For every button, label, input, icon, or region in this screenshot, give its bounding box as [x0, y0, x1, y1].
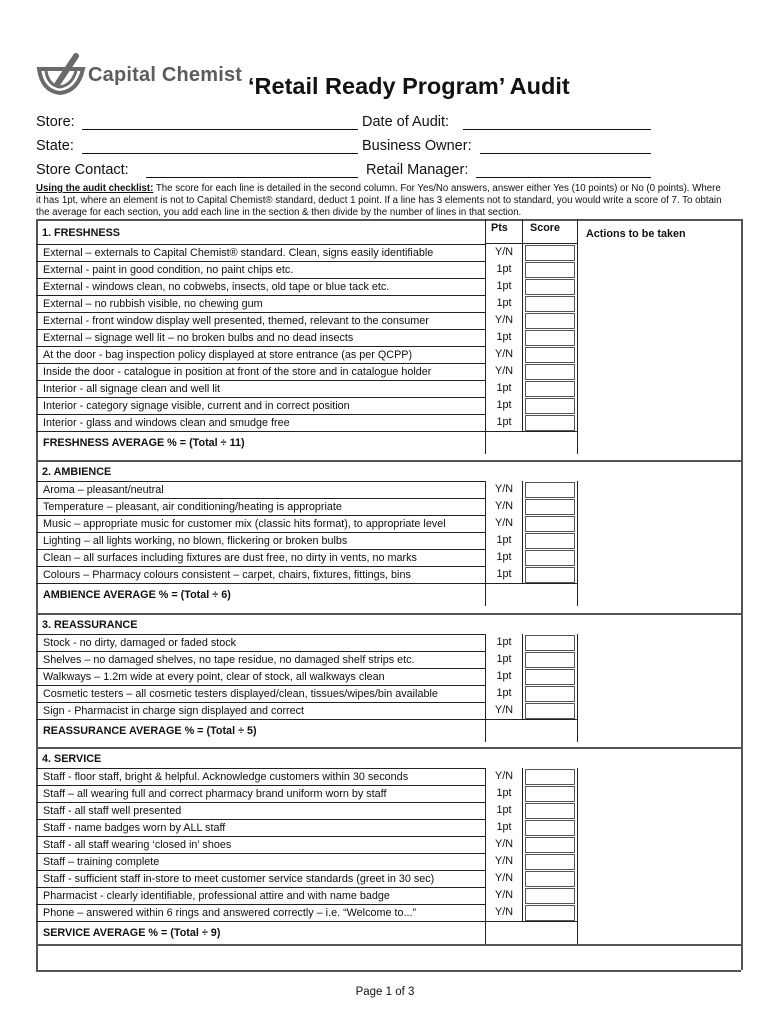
table-row-label: Cosmetic testers – all cosmetic testers displayed/clean, tissues/wipes/bin available — [43, 688, 438, 700]
store-contact-label: Store Contact: — [36, 162, 129, 178]
row-points: 1pt — [496, 687, 512, 699]
row-points: Y/N — [495, 246, 513, 258]
table-row-label: Music – appropriate music for customer mix (classic hits format), to appropriate level — [43, 518, 446, 530]
retail-manager-field[interactable] — [476, 177, 651, 178]
score-input[interactable] — [525, 567, 575, 583]
row-rule — [36, 583, 485, 584]
row-rule — [36, 244, 485, 245]
row-points: Y/N — [495, 348, 513, 360]
score-input[interactable] — [525, 905, 575, 921]
section-average: FRESHNESS AVERAGE % = (Total ÷ 11) — [43, 437, 245, 449]
row-rule — [36, 870, 485, 871]
row-points: Y/N — [495, 838, 513, 850]
table-row-label: External - paint in good condition, no paint chips etc. — [43, 264, 294, 276]
table-top-border — [36, 219, 741, 221]
business-owner-label: Business Owner: — [362, 138, 472, 154]
row-points: Y/N — [495, 314, 513, 326]
row-rule — [36, 515, 485, 516]
business-owner-field[interactable] — [480, 153, 651, 154]
store-contact-field[interactable] — [146, 177, 358, 178]
row-points: 1pt — [496, 382, 512, 394]
table-row-label: At the door - bag inspection policy displayed at store entrance (as per QCPP) — [43, 349, 413, 361]
col-rule-score — [522, 768, 523, 921]
score-header: Score — [530, 222, 561, 234]
row-points: 1pt — [496, 821, 512, 833]
table-row-label: Staff - floor staff, bright & helpful. Acknowledge customers within 30 seconds — [43, 771, 409, 783]
row-points: 1pt — [496, 551, 512, 563]
row-rule — [36, 481, 485, 482]
score-input[interactable] — [525, 313, 575, 329]
section-title: 1. FRESHNESS — [42, 227, 120, 239]
date-of-audit-label: Date of Audit: — [362, 114, 450, 130]
row-rule — [36, 634, 485, 635]
score-input[interactable] — [525, 837, 575, 853]
row-points: 1pt — [496, 787, 512, 799]
table-row-label: Interior - category signage visible, current and in correct position — [43, 400, 350, 412]
table-row-label: Shelves – no damaged shelves, no tape residue, no damaged shelf strips etc. — [43, 654, 415, 666]
section-title: 3. REASSURANCE — [42, 619, 138, 631]
section-average: REASSURANCE AVERAGE % = (Total ÷ 5) — [43, 725, 257, 737]
table-row-label: Clean – all surfaces including fixtures are dust free, no dirty in vents, no marks — [43, 552, 417, 564]
col-rule-actions — [577, 481, 578, 606]
table-row-label: Temperature – pleasant, air conditioning/heating is appropriate — [43, 501, 342, 513]
row-points: Y/N — [495, 770, 513, 782]
col-rule-score — [522, 219, 523, 431]
row-points: Y/N — [495, 872, 513, 884]
row-points: Y/N — [495, 517, 513, 529]
row-points: 1pt — [496, 280, 512, 292]
row-rule — [36, 887, 485, 888]
score-input[interactable] — [525, 296, 575, 312]
table-row-label: Pharmacist - clearly identifiable, professional attire and with name badge — [43, 890, 390, 902]
final-row-divider — [36, 944, 741, 946]
date-of-audit-field[interactable] — [463, 129, 651, 130]
table-row-label: Inside the door - catalogue in position at front of the store and in catalogue holder — [43, 366, 432, 378]
row-points: 1pt — [496, 263, 512, 275]
row-rule — [36, 836, 485, 837]
section-title: 2. AMBIENCE — [42, 466, 112, 478]
table-row-label: Staff – training complete — [43, 856, 160, 868]
row-rule — [485, 921, 577, 922]
instructions-text: The score for each line is detailed in the second column. For Yes/No answers, answer either Yes (10 points) or No (0 points). Where it has 1pt, where an element is not to Capital Chemist® standard, deduct 1 point. If a line has 3 elements not to standard, you would write a score of 7. To obtain the average for each section, you add each line in the section & then divide by the number of lines in that section. — [36, 183, 722, 218]
score-input[interactable] — [525, 686, 575, 702]
table-row-label: Phone – answered within 6 rings and answered correctly – i.e. “Welcome to...” — [43, 907, 417, 919]
score-input[interactable] — [525, 279, 575, 295]
row-rule — [485, 583, 577, 584]
row-points: Y/N — [495, 889, 513, 901]
row-points: 1pt — [496, 399, 512, 411]
score-input[interactable] — [525, 786, 575, 802]
col-rule-actions — [577, 768, 578, 944]
row-points: 1pt — [496, 804, 512, 816]
table-row-label: Walkways – 1.2m wide at every point, clear of stock, all walkways clean — [43, 671, 385, 683]
average-score-input[interactable] — [487, 433, 575, 452]
row-points: 1pt — [496, 670, 512, 682]
table-row-label: External - windows clean, no cobwebs, insects, old tape or blue tack etc. — [43, 281, 390, 293]
score-input[interactable] — [525, 703, 575, 719]
table-row-label: Interior - all signage clean and well lit — [43, 383, 221, 395]
row-points: Y/N — [495, 500, 513, 512]
score-input[interactable] — [525, 516, 575, 532]
row-rule — [36, 904, 485, 905]
row-points: 1pt — [496, 653, 512, 665]
row-rule — [36, 295, 485, 296]
table-row-label: Aroma – pleasant/neutral — [43, 484, 164, 496]
table-row-label: Staff - all staff well presented — [43, 805, 182, 817]
score-input[interactable] — [525, 652, 575, 668]
row-rule — [36, 702, 485, 703]
row-points: 1pt — [496, 534, 512, 546]
col-rule-actions — [577, 634, 578, 742]
table-bottom-border — [36, 970, 741, 972]
pts-header: Pts — [491, 222, 508, 234]
mortar-pestle-icon — [36, 53, 88, 97]
row-points: Y/N — [495, 483, 513, 495]
table-left-border — [36, 219, 38, 970]
score-input[interactable] — [525, 803, 575, 819]
row-rule — [36, 853, 485, 854]
row-rule — [36, 346, 485, 347]
row-points: 1pt — [496, 331, 512, 343]
section-average: SERVICE AVERAGE % = (Total ÷ 9) — [43, 927, 221, 939]
row-rule — [36, 566, 485, 567]
row-points: 1pt — [496, 568, 512, 580]
row-points: 1pt — [496, 636, 512, 648]
table-right-border — [741, 219, 743, 970]
row-rule — [36, 431, 485, 432]
table-row-label: Sign - Pharmacist in charge sign displayed and correct — [43, 705, 305, 717]
table-row-label: Lighting – all lights working, no blown, flickering or broken bulbs — [43, 535, 348, 547]
page-number: Page 1 of 3 — [355, 986, 415, 998]
score-input[interactable] — [525, 482, 575, 498]
score-input[interactable] — [525, 262, 575, 278]
row-rule — [36, 329, 485, 330]
row-rule — [36, 312, 485, 313]
score-input[interactable] — [525, 854, 575, 870]
col-rule-score — [522, 481, 523, 583]
row-rule — [36, 651, 485, 652]
table-row-label: Staff - name badges worn by ALL staff — [43, 822, 226, 834]
table-row-label: External – signage well lit – no broken bulbs and no dead insects — [43, 332, 354, 344]
row-points: Y/N — [495, 365, 513, 377]
score-input[interactable] — [525, 415, 575, 431]
table-row-label: Staff - all staff wearing ‘closed in’ shoes — [43, 839, 232, 851]
actions-to-be-taken-area[interactable] — [579, 244, 739, 934]
score-input[interactable] — [525, 550, 575, 566]
row-points: Y/N — [495, 704, 513, 716]
average-score-input[interactable] — [487, 585, 575, 604]
state-label: State: — [36, 138, 74, 154]
table-row-label: Stock - no dirty, damaged or faded stock — [43, 637, 237, 649]
row-rule — [36, 498, 485, 499]
row-rule — [36, 380, 485, 381]
row-rule — [485, 719, 577, 720]
score-input[interactable] — [525, 871, 575, 887]
row-rule — [36, 549, 485, 550]
row-points: Y/N — [495, 855, 513, 867]
row-rule — [36, 768, 485, 769]
capital-chemist-logo — [36, 53, 246, 99]
table-row-label: External – externals to Capital Chemist® standard. Clean, signs easily identifiable — [43, 247, 434, 259]
row-rule — [36, 719, 485, 720]
row-rule — [36, 785, 485, 786]
score-input[interactable] — [525, 669, 575, 685]
average-score-input[interactable] — [487, 923, 575, 942]
row-points: 1pt — [496, 416, 512, 428]
table-row-label: External - front window display well presented, themed, relevant to the consumer — [43, 315, 429, 327]
row-rule — [36, 921, 485, 922]
logo-text: Capital Chemist — [88, 64, 243, 86]
row-rule — [36, 819, 485, 820]
actions-header: Actions to be taken — [586, 228, 686, 240]
score-input[interactable] — [525, 499, 575, 515]
col-rule-score — [522, 634, 523, 719]
row-rule — [36, 414, 485, 415]
page-title: ‘Retail Ready Program’ Audit — [248, 73, 570, 99]
table-row-label: Colours – Pharmacy colours consistent – carpet, chairs, fixtures, fittings, bins — [43, 569, 411, 581]
score-input[interactable] — [525, 635, 575, 651]
row-rule — [36, 668, 485, 669]
table-row-label: Interior - glass and windows clean and smudge free — [43, 417, 290, 429]
instructions-lead: Using the audit checklist: — [36, 183, 154, 194]
row-rule — [36, 532, 485, 533]
row-rule — [36, 397, 485, 398]
average-score-input[interactable] — [487, 721, 575, 740]
table-row-label: External – no rubbish visible, no chewing gum — [43, 298, 263, 310]
row-rule — [36, 363, 485, 364]
store-label: Store: — [36, 114, 75, 130]
score-input[interactable] — [525, 245, 575, 261]
row-rule — [36, 278, 485, 279]
score-input[interactable] — [525, 888, 575, 904]
row-points: 1pt — [496, 297, 512, 309]
row-rule — [485, 431, 577, 432]
row-rule — [36, 261, 485, 262]
col-rule-actions — [577, 219, 578, 454]
score-input[interactable] — [525, 347, 575, 363]
row-rule — [36, 802, 485, 803]
store-field[interactable] — [82, 129, 358, 130]
table-row-label: Staff - sufficient staff in-store to meet customer service standards (greet in 30 sec) — [43, 873, 435, 885]
score-input[interactable] — [525, 381, 575, 397]
table-row-label: Staff – all wearing full and correct pharmacy brand uniform worn by staff — [43, 788, 387, 800]
score-input[interactable] — [525, 364, 575, 380]
row-rule — [36, 685, 485, 686]
score-input[interactable] — [525, 533, 575, 549]
score-input[interactable] — [525, 769, 575, 785]
score-input[interactable] — [525, 820, 575, 836]
state-field[interactable] — [82, 153, 358, 154]
score-input[interactable] — [525, 330, 575, 346]
row-points: Y/N — [495, 906, 513, 918]
header-rule — [485, 243, 577, 244]
section-title: 4. SERVICE — [42, 753, 102, 765]
section-average: AMBIENCE AVERAGE % = (Total ÷ 6) — [43, 589, 231, 601]
score-input[interactable] — [525, 398, 575, 414]
instructions — [36, 183, 726, 219]
retail-manager-label: Retail Manager: — [366, 162, 469, 178]
